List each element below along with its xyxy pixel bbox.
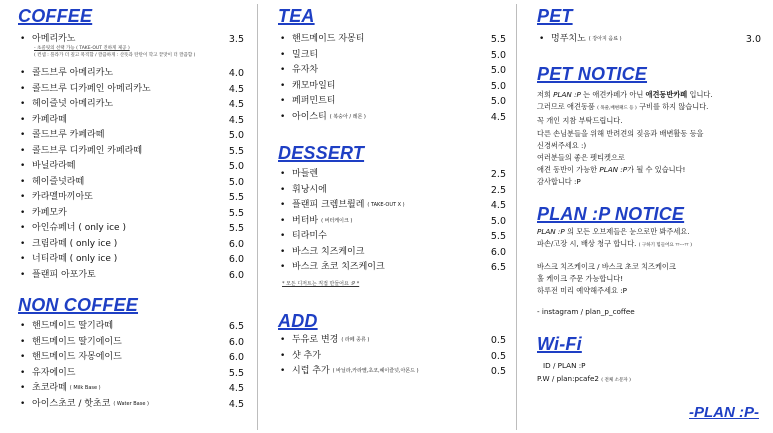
menu-item: • 너티라떼 ( only ice ) 6.0 <box>20 254 244 265</box>
plan-notice-text: PLAN :P 의 모든 오브제들은 눈으로만 봐주세요. 파손/고장 시, 배상 청구 합니다. ( 구하기 힘들어요 ㅠ---ㅠ ) <box>537 227 692 249</box>
menu-item: • 밀크티 5.0 <box>280 49 506 61</box>
menu-item: • 아이스티 ( 복숭아 / 레몬 ) 4.5 <box>280 111 506 123</box>
add-heading: ADD <box>278 311 318 331</box>
menu-item: • 핸드메이드 딸기라떼 6.5 <box>20 321 244 332</box>
tea-dessert-add-column <box>258 0 516 433</box>
americano-note-2: ( 컨셉 : 플라가 더 깊고 묵직함 / 깔끔하게 : 산뜻과 탄탄이 학고 끝맛이 더 깔끔함 ) <box>34 53 196 58</box>
wifi-password: P.W / plan:pcafe2 ( 전체 소문자 ) <box>537 374 631 383</box>
menu-item: • 아이스초코 / 핫초코 ( Water Base ) 4.5 <box>20 398 244 410</box>
menu-item: • 멍푸치노 ( 강아지 음료 ) 3.0 <box>539 34 761 45</box>
menu-item: • 마들렌 2.5 <box>280 169 506 180</box>
menu-item: • 유자차 5.0 <box>280 65 506 76</box>
tea-list <box>280 32 506 125</box>
pet-notice-column <box>517 0 773 433</box>
dessert-heading: DESSERT <box>278 143 365 163</box>
brand-logo-text: -PLAN :P- <box>689 404 759 421</box>
menu-item: • 콜드브루 카페라떼 5.0 <box>20 130 244 141</box>
menu-item: • 헤이즐넛라떼 5.0 <box>20 176 244 188</box>
menu-item: • 핸드메이드 딸기에이드 6.0 <box>20 336 244 348</box>
menu-item: • 콜드브루 디카페인 카페라떼 5.5 <box>20 145 244 157</box>
menu-item: • 핸드메이드 자몽에이드 6.0 <box>20 352 244 363</box>
tea-heading: TEA <box>278 6 315 26</box>
menu-item: • 바닐라라떼 5.0 <box>20 161 244 172</box>
menu-item: • 아인슈페너 ( only ice ) 5.5 <box>20 223 244 234</box>
menu-item: • 캐모마일티 5.0 <box>280 80 506 92</box>
non-coffee-list <box>20 319 244 412</box>
menu-item: • 티라미수 5.5 <box>280 231 506 242</box>
dessert-footnote: * 모든 디저트는 직접 만들어요 :P * <box>282 281 360 287</box>
pet-notice-text: 저희 PLAN :P 는 애견카페가 아닌 애견동반카페 입니다. 그러므로 애견동품 ( 목줄,배변패드 등 ) 구비를 하지 않습니다. 꼭 개인 지참 부탁드립니다. 다른 손님분들을 위해 반려견의 짖음과 배변활동 등을 신경써주세요 :) 여러분들의 좋은 펫티켓으로 애견 동반이 가능한 PLAN :P가 될 수 있습니다! 감사합니다 :P <box>537 90 713 187</box>
plan-notice-cake-text: 바스크 치즈케이크 / 바스크 초코 치즈케이크 홀 케이크 주문 가능합니다! 하루전 미리 예약해주세요 :P <box>537 262 676 296</box>
menu-item: • 유자에이드 5.5 <box>20 367 244 379</box>
pet-list <box>539 32 761 48</box>
instagram-handle: - instagram / plan_p_coffee <box>537 307 635 316</box>
dessert-list <box>280 167 506 276</box>
coffee-heading: COFFEE <box>18 6 93 26</box>
menu-item: • 콜드브루 아메리카노 4.0 <box>20 68 244 79</box>
plan-notice-heading: PLAN :P NOTICE <box>537 204 685 224</box>
menu-item: • 콜드브루 디카페인 아메리카노 4.5 <box>20 83 244 95</box>
menu-item: • 페퍼민트티 5.0 <box>280 96 506 107</box>
coffee-section <box>0 0 257 433</box>
menu-item: • 두유로 변경 ( 라떼 종류 ) 0.5 <box>280 335 506 346</box>
add-list <box>280 333 506 380</box>
menu-item: • 시럽 추가 ( 바닐라,카라멜,초코,헤이즐넛,아몬드 ) 0.5 <box>280 366 506 377</box>
menu-item: • 크림라떼 ( only ice ) 6.0 <box>20 238 244 250</box>
menu-item: • 아메리카노 3.5 <box>20 34 244 45</box>
non-coffee-heading: NON COFFEE <box>18 295 139 315</box>
menu-item: • 카페라떼 4.5 <box>20 114 244 126</box>
pet-heading: PET <box>537 6 573 26</box>
menu-item: • 바스크 초코 치즈케이크 6.5 <box>280 262 506 273</box>
menu-item: • 카페모카 5.5 <box>20 207 244 219</box>
menu-item: • 샷 추가 0.5 <box>280 350 506 362</box>
menu-item: • 버터바 ( 버터케이크 ) 5.0 <box>280 215 506 227</box>
menu-item: • 초코라떼 ( Milk Base ) 4.5 <box>20 383 244 394</box>
wifi-id: ID / PLAN :P <box>543 361 586 370</box>
wifi-heading: Wi-Fi <box>537 334 582 354</box>
menu-item: • 헤이즐넛 아메리카노 4.5 <box>20 99 244 110</box>
menu-item: • 휘낭시에 2.5 <box>280 184 506 196</box>
americano-note-1: - 초콜릿의 선택 가능 ( TAKE-OUT 진하게 제공 ) <box>34 46 130 51</box>
menu-item: • 바스크 치즈케이크 6.0 <box>280 246 506 258</box>
coffee-list-continued <box>20 66 244 283</box>
menu-item: • 핸드메이드 자몽티 5.5 <box>280 34 506 45</box>
menu-item: • 플랜피 크렘브륄레 ( TAKE-OUT X ) 4.5 <box>280 200 506 211</box>
pet-notice-heading: PET NOTICE <box>537 64 648 84</box>
menu-item: • 카라멜마끼아또 5.5 <box>20 192 244 203</box>
menu-item: • 플랜피 아포가토 6.0 <box>20 269 244 281</box>
